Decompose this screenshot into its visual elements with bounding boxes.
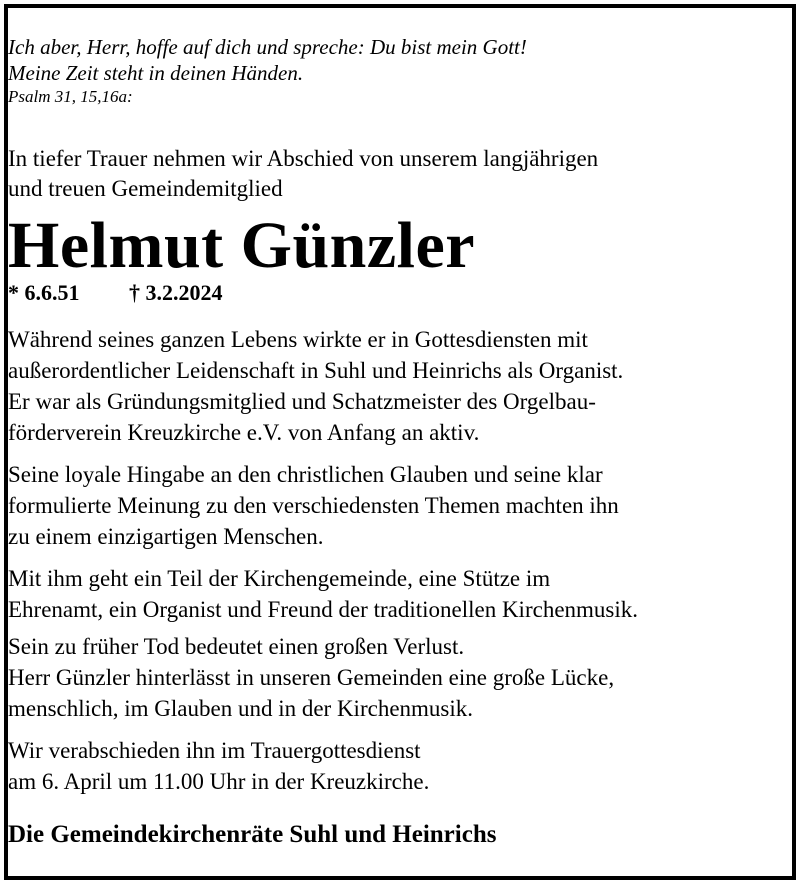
verse-line: Meine Zeit steht in deinen Händen.: [8, 61, 304, 85]
intro-line: und treuen Gemeindemitglied: [8, 176, 283, 201]
paragraph-line: Sein zu früher Tod bedeutet einen großen Verlust.: [8, 634, 465, 659]
paragraph-service: [8, 735, 792, 797]
signature: Die Gemeindekirchenräte Suhl und Heinrichs: [8, 821, 497, 848]
verse-reference: Psalm 31, 15,16a:: [8, 87, 133, 106]
obituary-notice: [4, 4, 796, 880]
intro-text: [8, 144, 792, 204]
paragraph-loss: [8, 563, 792, 625]
paragraph-line: formulierte Meinung zu den verschiedensten Themen machten ihn: [8, 493, 619, 518]
paragraph-farewell: [8, 631, 792, 724]
paragraph-line: Während seines ganzen Lebens wirkte er in Gottesdiensten mit: [8, 327, 588, 352]
paragraph-line: Wir verabschieden ihn im Trauergottesdienst: [8, 738, 421, 763]
life-dates: [8, 278, 792, 308]
paragraph-line: Herr Günzler hinterlässt in unseren Gemeinden eine große Lücke,: [8, 665, 615, 690]
paragraph-line: Er war als Gründungsmitglied und Schatzmeister des Orgelbau-: [8, 389, 596, 414]
paragraph-line: Mit ihm geht ein Teil der Kirchengemeinde, eine Stütze im: [8, 566, 551, 591]
paragraph-line: förderverein Kreuzkirche e.V. von Anfang an aktiv.: [8, 420, 480, 445]
paragraph-line: menschlich, im Glauben und in der Kirchenmusik.: [8, 696, 474, 721]
paragraph-life-work: [8, 324, 792, 448]
paragraph-character: [8, 459, 792, 552]
verse-line: Ich aber, Herr, hoffe auf dich und spreche: Du bist mein Gott!: [8, 35, 527, 59]
paragraph-line: am 6. April um 11.00 Uhr in der Kreuzkirche.: [8, 769, 430, 794]
intro-line: In tiefer Trauer nehmen wir Abschied von unserem langjährigen: [8, 146, 599, 171]
deceased-name: Helmut Günzler: [8, 209, 476, 282]
paragraph-line: Ehrenamt, ein Organist und Freund der traditionellen Kirchenmusik.: [8, 597, 639, 622]
paragraph-line: Seine loyale Hingabe an den christlichen Glauben und seine klar: [8, 462, 603, 487]
death-date: † 3.2.2024: [129, 280, 223, 305]
paragraph-line: zu einem einzigartigen Menschen.: [8, 524, 324, 549]
paragraph-line: außerordentlicher Leidenschaft in Suhl und Heinrichs als Organist.: [8, 358, 624, 383]
bible-verse: [8, 34, 792, 108]
birth-date: * 6.6.51: [8, 280, 80, 305]
